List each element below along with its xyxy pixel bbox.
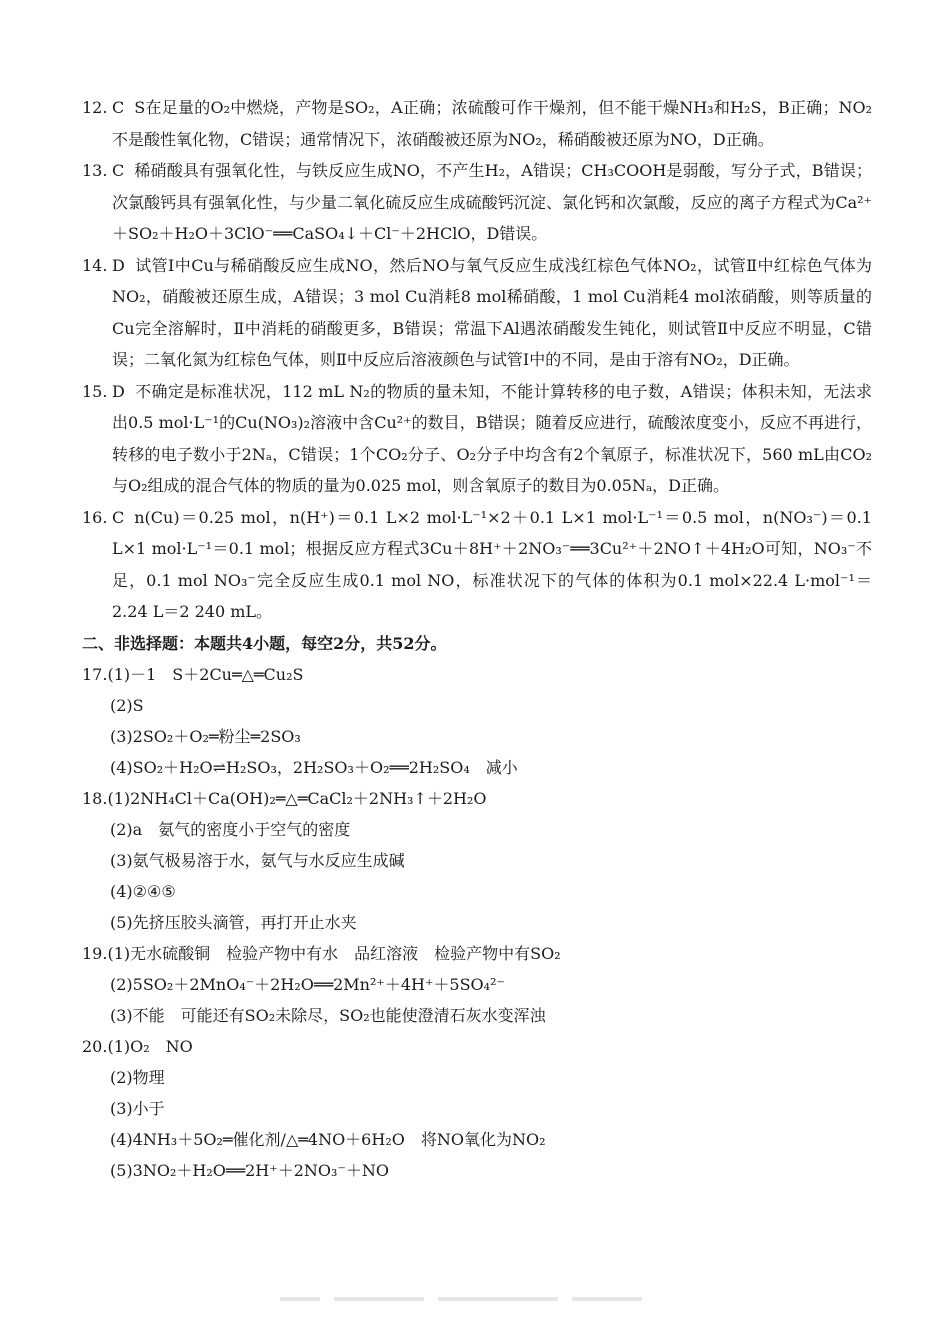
answer-choice: C [112, 98, 125, 117]
answer-choice: D [112, 381, 125, 401]
answer-19-part-2: (2)5SO₂＋2MnO₄⁻＋2H₂O══2Mn²⁺＋4H⁺＋5SO₄²⁻ [110, 974, 505, 994]
answer-17-part-3: (3)2SO₂＋O₂═粉尘═2SO₃ [110, 726, 301, 746]
footer-mark [438, 1297, 558, 1301]
question-number: 20. [82, 1036, 108, 1056]
explanation: 稀硝酸具有强氧化性，与铁反应生成NO，不产生H₂，A错误；CH₃COOH是弱酸，写分子式，B错误；次氯酸钙具有强氧化性，与少量二氧化硫反应生成硫酸钙沉淀、氯化钙和次氯酸，反应的离子方程式为Ca²⁺＋SO₂＋H₂O＋3ClO⁻══CaSO₄↓＋Cl⁻＋2HClO，D错误。 [112, 161, 872, 243]
answer-17-part-2: (2)S [110, 695, 144, 715]
question-number: 16. [82, 507, 108, 527]
answer-19-part-3: (3)不能 可能还有SO₂未除尽，SO₂也能使澄清石灰水变浑浊 [110, 1005, 546, 1025]
explanation: 试管Ⅰ中Cu与稀硝酸反应生成NO，然后NO与氧气反应生成浅红棕色气体NO₂，试管Ⅱ中红棕色气体为NO₂，硝酸被还原生成，A错误；3 mol Cu消耗8 mol稀硝酸，1 mol Cu消耗4 mol浓硝酸，则等质量的Cu完全溶解时，Ⅱ中消耗的硝酸更多，B错误；常温下Al遇浓硝酸发生钝化，则试管Ⅱ中反应不明显，C错误；二氧化氮为红棕色气体，则Ⅱ中反应后溶液颜色与试管Ⅰ中的不同，是由于溶有NO₂，D正确。 [112, 255, 872, 369]
answer-14 [82, 250, 872, 376]
question-number: 13. [82, 161, 108, 180]
answer-16 [82, 502, 872, 628]
answer-20-part-4: (4)4NH₃＋5O₂═催化剂/△═4NO＋6H₂O 将NO氧化为NO₂ [110, 1129, 546, 1149]
answer-19-part-1 [82, 938, 872, 969]
section-title: 二、非选择题：本题共4小题，每空2分，共52分。 [82, 633, 447, 653]
question-number: 18. [82, 788, 108, 808]
footer-mark [280, 1297, 320, 1301]
answer-17 [82, 659, 872, 783]
answer-20-part-3: (3)小于 [110, 1098, 165, 1118]
footer-mark [334, 1297, 424, 1301]
footer-mark [572, 1297, 642, 1301]
answer-17-part-4: (4)SO₂＋H₂O⇌H₂SO₃，2H₂SO₃＋O₂══2H₂SO₄ 减小 [110, 757, 518, 777]
answer-20 [82, 1031, 872, 1186]
answer-line: (1)O₂ NO [107, 1036, 193, 1056]
answer-13 [82, 155, 872, 250]
answer-choice: C [112, 507, 125, 527]
explanation: S在足量的O₂中燃烧，产物是SO₂，A正确；浓硫酸可作干燥剂，但不能干燥NH₃和H₂S，B正确；NO₂不是酸性氧化物，C错误；通常情况下，浓硝酸被还原为NO₂，稀硝酸被还原为NO，D正确。 [112, 98, 872, 149]
answer-18-part-4: (4)②④⑤ [110, 881, 176, 901]
answer-18-part-2: (2)a 氨气的密度小于空气的密度 [110, 819, 351, 839]
explanation: n(Cu)＝0.25 mol，n(H⁺)＝0.1 L×2 mol·L⁻¹×2＋0.1 L×1 mol·L⁻¹＝0.5 mol，n(NO₃⁻)＝0.1 L×1 mol·L⁻¹＝0.1 mol；根据反应方程式3Cu＋8H⁺＋2NO₃⁻══3Cu²⁺＋2NO↑＋4H₂O可知，NO₃⁻不足，0.1 mol NO₃⁻完全反应生成0.1 mol NO，标准状况下的气体的体积为0.1 mol×22.4 L·mol⁻¹＝2.24 L＝2 240 mL。 [112, 507, 872, 621]
question-number: 14. [82, 255, 108, 275]
answer-page [82, 92, 872, 1186]
question-number: 15. [82, 381, 108, 401]
answer-12 [82, 92, 872, 155]
answer-18-part-5: (5)先挤压胶头滴管，再打开止水夹 [110, 912, 357, 932]
answer-19 [82, 938, 872, 1031]
question-number: 19. [82, 943, 108, 963]
answer-line: (1)－1 S＋2Cu═△═Cu₂S [107, 664, 304, 684]
question-number: 12. [82, 98, 108, 117]
answer-18-part-3: (3)氨气极易溶于水，氨气与水反应生成碱 [110, 850, 405, 870]
answer-17-part-1 [82, 659, 872, 690]
explanation: 不确定是标准状况，112 mL N₂的物质的量未知，不能计算转移的电子数，A错误；体积未知，无法求出0.5 mol·L⁻¹的Cu(NO₃)₂溶液中含Cu²⁺的数目，B错误；随着反应进行，硫酸浓度变小，反应不再进行，转移的电子数小于2Nₐ，C错误；1个CO₂分子、O₂分子中均含有2个氧原子，标准状况下，560 mL由CO₂与O₂组成的混合气体的物质的量为0.025 mol，则含氧原子的数目为0.05Nₐ，D正确。 [112, 381, 872, 495]
answer-choice: D [112, 255, 125, 275]
faded-footer [280, 1288, 680, 1298]
answer-18-part-1 [82, 783, 872, 814]
answer-15 [82, 376, 872, 502]
question-number: 17. [82, 664, 108, 684]
answer-20-part-2: (2)物理 [110, 1067, 165, 1087]
answer-choice: C [112, 161, 125, 180]
answer-20-part-5: (5)3NO₂＋H₂O══2H⁺＋2NO₃⁻＋NO [110, 1160, 389, 1180]
answer-20-part-1 [82, 1031, 872, 1062]
answer-18 [82, 783, 872, 938]
answer-line: (1)无水硫酸铜 检验产物中有水 品红溶液 检验产物中有SO₂ [107, 943, 561, 963]
answer-line: (1)2NH₄Cl＋Ca(OH)₂═△═CaCl₂＋2NH₃↑＋2H₂O [107, 788, 487, 808]
